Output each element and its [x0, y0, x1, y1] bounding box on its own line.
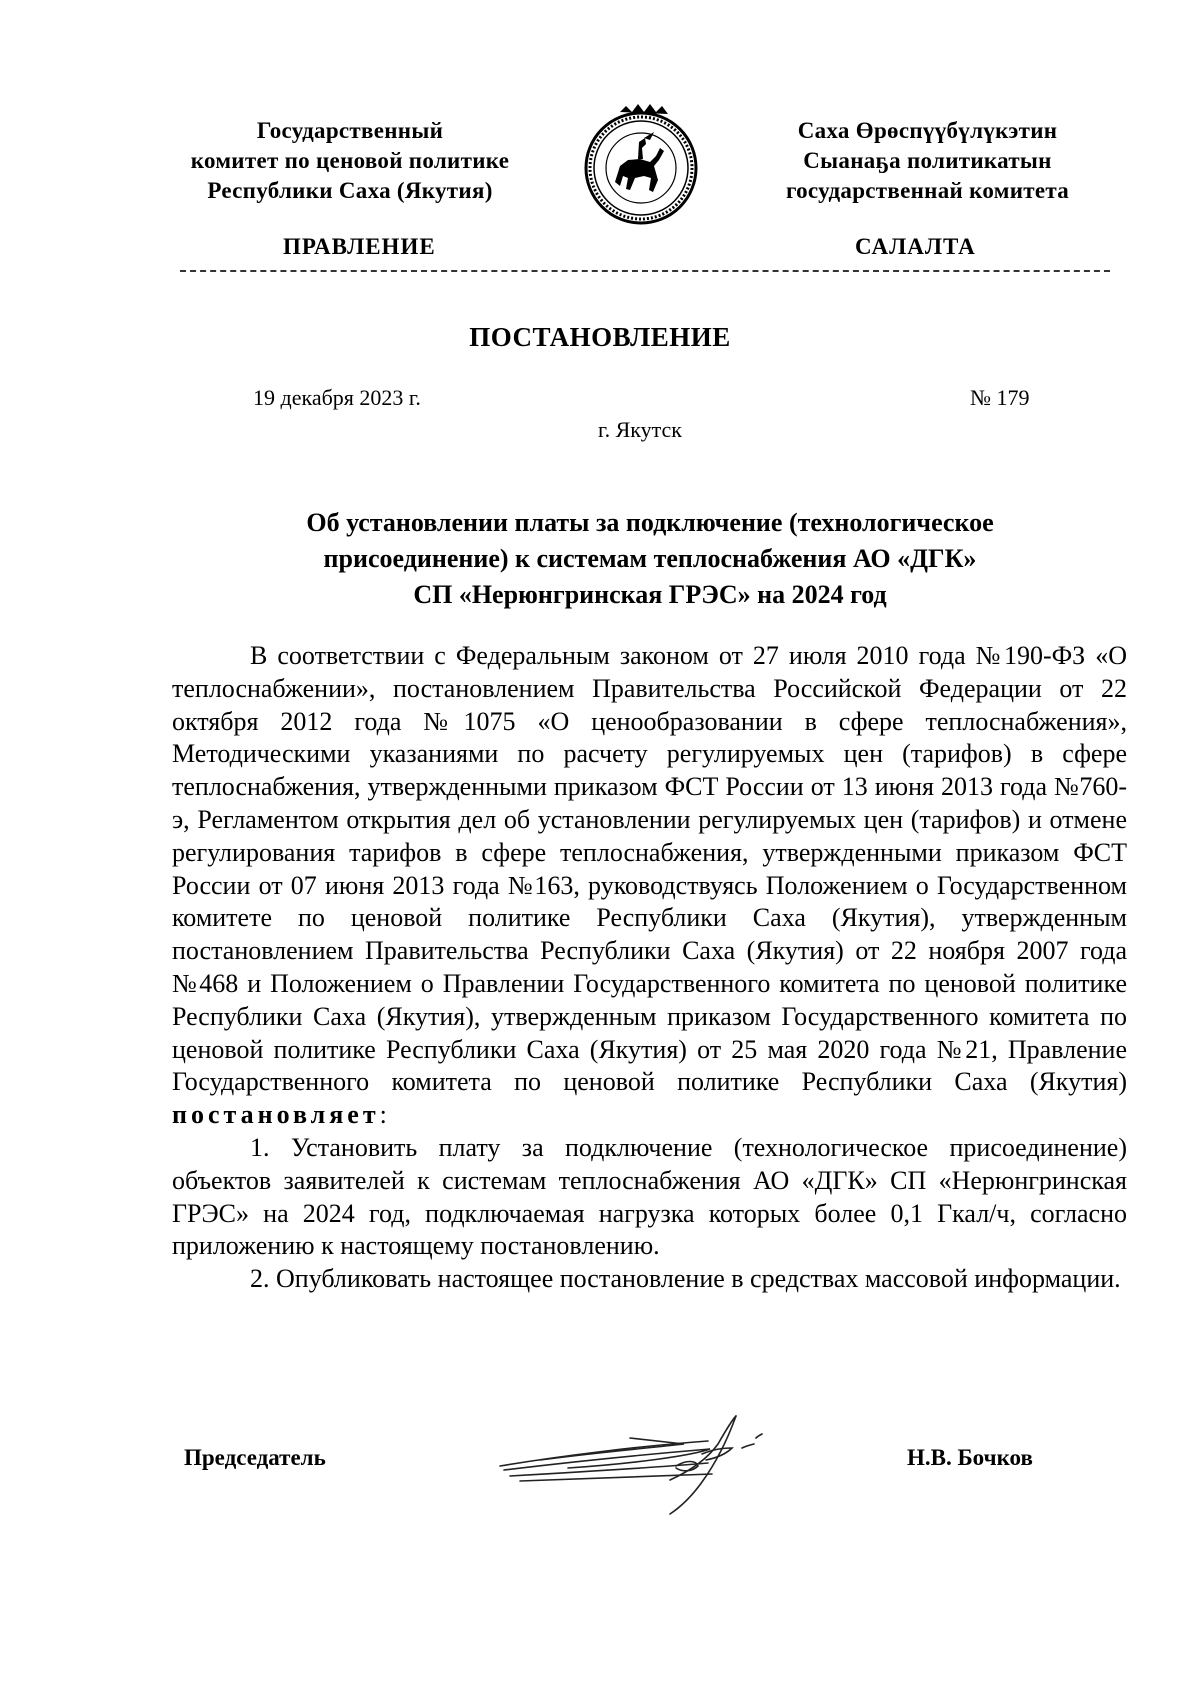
section-label-right: САЛАЛТА [855, 234, 976, 259]
document-body [172, 640, 1127, 1296]
document-title [150, 505, 1150, 613]
handwritten-signature [480, 1408, 800, 1518]
header-left-line: комитет по ценовой политике [190, 148, 510, 173]
document-title-line: СП «Нерюнгринская ГРЭС» на 2024 год [413, 580, 887, 609]
signatory-name: Н.В. Бочков [907, 1445, 1033, 1470]
document-number: № 179 [970, 385, 1030, 410]
document-date: 19 декабря 2023 г. [253, 385, 421, 410]
header-left-line: Государственный [256, 118, 444, 143]
signatory-title: Председатель [184, 1445, 326, 1470]
section-label-left: ПРАВЛЕНИЕ [283, 234, 436, 259]
header-left-org-name [150, 116, 550, 206]
preamble-text: В соответствии с Федеральным законом от 27 июля 2010 года №190-ФЗ «О теплоснабжении», постановлением Правительства Российской Федерации от 22 октября 2012 года №1075 «О ценообразовании в сфере теплоснабжения», Методическими указаниями по расчету регулируемых цен (тарифов) в сфере теплоснабжения, утвержденными приказом ФСТ России от 13 июня 2013 года №760-э, Регламентом открытия дел об установлении регулируемых цен (тарифов) и отмене регулирования тарифов в сфере теплоснабжения, утвержденными приказом ФСТ России от 07 июня 2013 года №163, руководствуясь Положением о Государственном комитете по ценовой политике Республики Саха (Якутия), утвержденным постановлением Правительства Республики Саха (Якутия) от 22 ноября 2007 года №468 и Положением о Правлении Государственного комитета по ценовой политике Республики Саха (Якутия), утвержденным приказом Государственного комитета по ценовой политике Республики Саха (Якутия) от 25 мая 2020 года №21, Правление Государственного комитета по ценовой политике Республики Саха (Якутия) [172, 641, 1127, 1097]
preamble-paragraph [172, 640, 1127, 1132]
document-title-line: присоединение) к системам теплоснабжения АО «ДГК» [323, 544, 977, 573]
resolves-word: постановляет [172, 1100, 380, 1130]
document-title-line: Об установлении платы за подключение (технологическое [306, 508, 994, 537]
header-divider [180, 270, 1110, 272]
resolution-item-2: 2. Опубликовать настоящее постановление в средствах массовой информации. [250, 1264, 1121, 1294]
resolution-item-1: 1. Установить плату за подключение (технологическое присоединение) объектов заявителей к системам теплоснабжения АО «ДГК» СП «Нерюнгринская ГРЭС» на 2024 год, подключаемая нагрузка которых более 0,1 Гкал/ч, согласно приложению к настоящему постановлению. [172, 1132, 1127, 1261]
header-right-line: Сыанаҕа политикатын [803, 148, 1052, 173]
header-right-line: Саха Өрөспүүбүлүкэтин [797, 118, 1058, 143]
resolves-colon: : [379, 1100, 387, 1130]
header-left-line: Республики Саха (Якутия) [207, 178, 493, 203]
header-right-line: государственнай комитета [785, 178, 1070, 203]
document-city: г. Якутск [598, 417, 682, 442]
header-right-org-name [735, 116, 1120, 206]
document-type-heading: ПОСТАНОВЛЕНИЕ [469, 322, 731, 352]
coat-of-arms-emblem [580, 104, 702, 226]
